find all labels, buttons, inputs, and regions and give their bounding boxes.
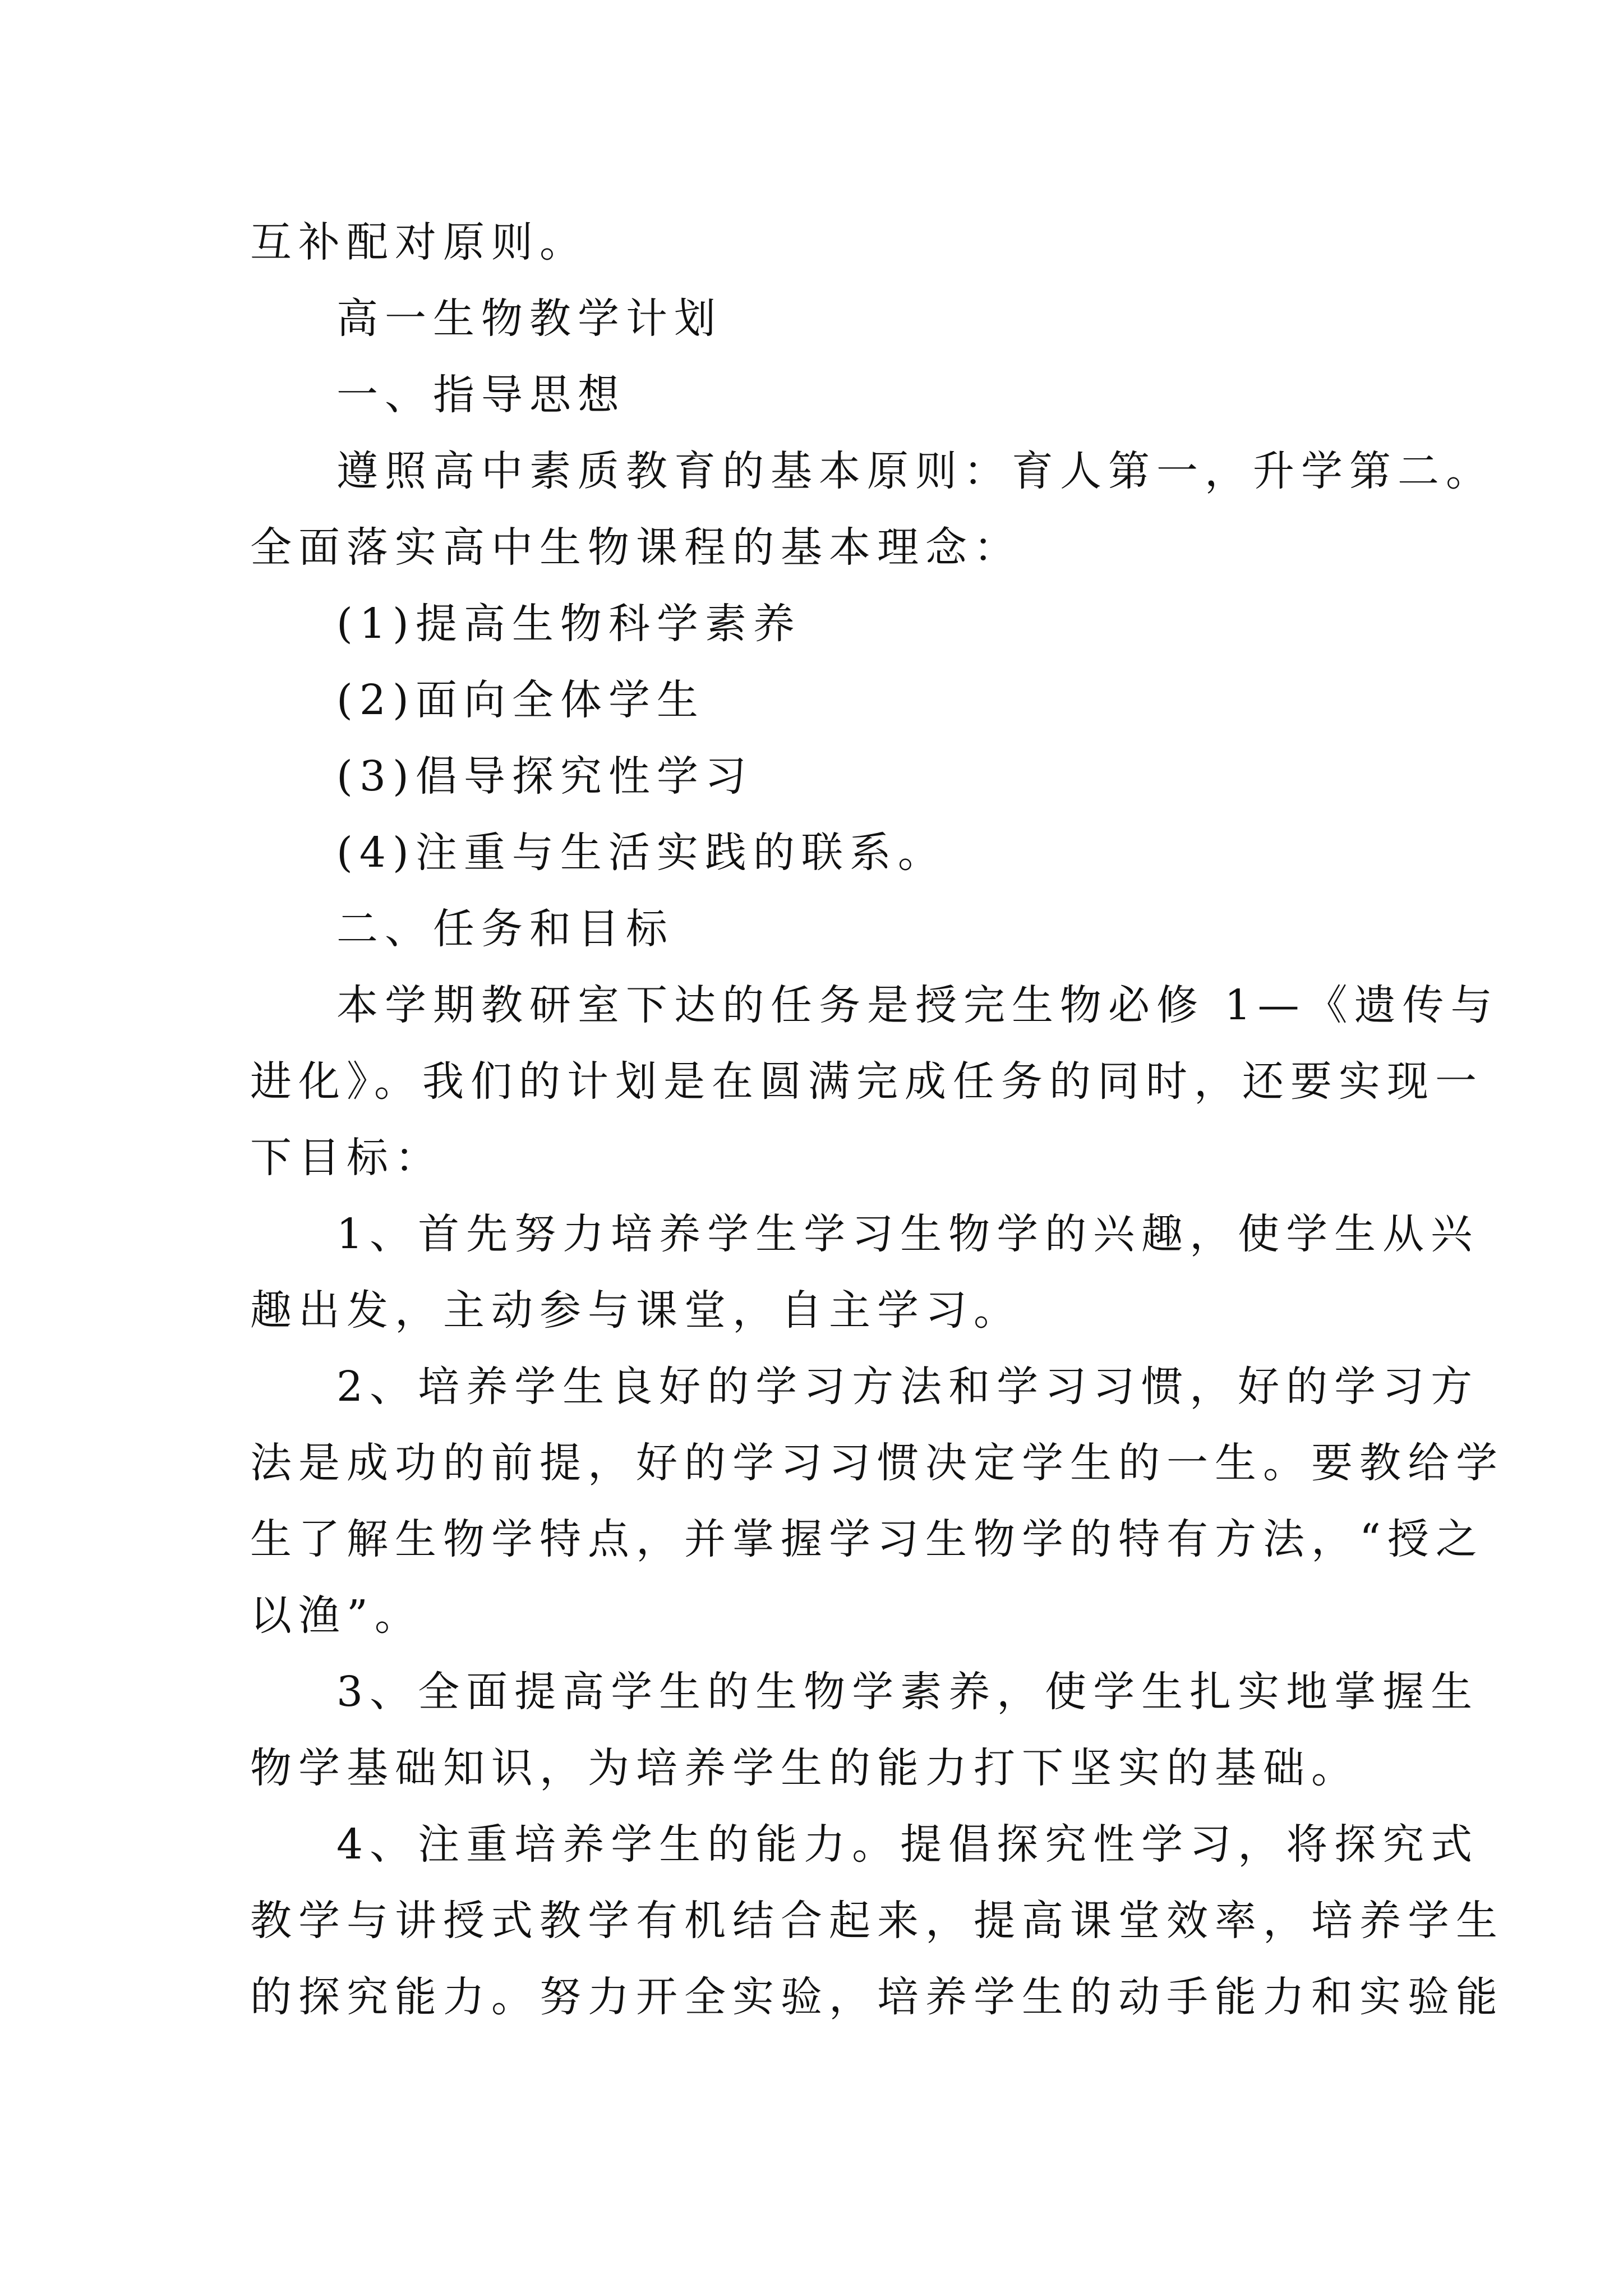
paragraph-line: 下目标：	[250, 1134, 443, 1182]
paragraph-line: 教学与讲授式教学有机结合起来，提高课堂效率，培养学生	[250, 1897, 1504, 1945]
list-item: (2)面向全体学生	[336, 676, 705, 724]
paragraph-line: 的探究能力。努力开全实验，培养学生的动手能力和实验能	[250, 1973, 1504, 2021]
paragraph-line: 进化》。我们的计划是在圆满完成任务的同时，还要实现一	[250, 1057, 1483, 1106]
paragraph-line: 4、注重培养学生的能力。提倡探究性学习，将探究式	[336, 1820, 1479, 1869]
text-line: 互补配对原则。	[250, 218, 588, 266]
paragraph-line: 以渔”。	[250, 1591, 423, 1640]
paragraph-line: 遵照高中素质教育的基本原则：育人第一，升学第二。	[336, 447, 1494, 495]
paragraph-line: 本学期教研室下达的任务是授完生物必修 1—《遗传与	[336, 981, 1499, 1029]
paragraph-line: 物学基础知识，为培养学生的能力打下坚实的基础。	[250, 1744, 1359, 1792]
paragraph-line: 1、首先努力培养学生学习生物学的兴趣，使学生从兴	[336, 1210, 1479, 1258]
paragraph-line: 趣出发，主动参与课堂，自主学习。	[250, 1286, 1022, 1335]
paragraph-line: 3、全面提高学生的生物学素养，使学生扎实地掌握生	[336, 1668, 1479, 1716]
paragraph-line: 法是成功的前提，好的学习习惯决定学生的一生。要教给学	[250, 1439, 1504, 1487]
section-heading: 一、指导思想	[336, 371, 626, 419]
section-heading: 二、任务和目标	[336, 905, 674, 953]
paragraph-line: 生了解生物学特点，并掌握学习生物学的特有方法，“授之	[250, 1515, 1484, 1563]
list-item: (1)提高生物科学素养	[336, 600, 801, 648]
paragraph-line: 2、培养学生良好的学习方法和学习习惯，好的学习方	[336, 1363, 1479, 1411]
list-item: (4)注重与生活实践的联系。	[336, 829, 946, 877]
list-item: (3)倡导探究性学习	[336, 752, 753, 800]
paragraph-line: 全面落实高中生物课程的基本理念：	[250, 523, 1022, 572]
document-body	[250, 204, 1504, 2035]
document-title: 高一生物教学计划	[336, 295, 722, 343]
